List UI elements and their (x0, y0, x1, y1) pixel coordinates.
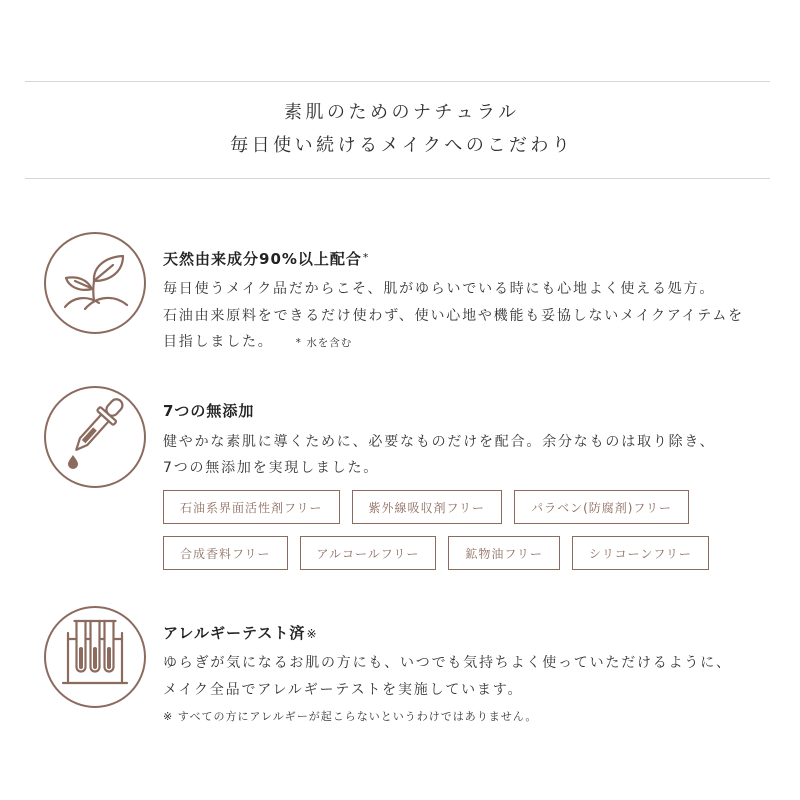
sprout-icon (43, 231, 147, 335)
body-line: メイク全品でアレルギーテストを実施しています。 (163, 681, 524, 698)
header-bottom-rule (25, 178, 770, 179)
page-title-line-2: 毎日使い続けるメイクへのこだわり (230, 135, 574, 156)
test-tubes-shape (63, 621, 127, 683)
footnote-allergy-disclaimer: ※ すべての方にアレルギーが起こらないというわけではありません。 (163, 710, 538, 723)
body-line: 毎日使うメイク品だからこそ、肌がゆらいでいる時にも心地よく使える処方。 (163, 281, 716, 297)
section-body (163, 276, 783, 357)
page-title-line-1: 素肌のためのナチュラル (284, 102, 520, 123)
tag-mineral-oil-free: 鉱物油フリー (448, 536, 560, 570)
tag-fragrance-free: 合成香料フリー (163, 536, 288, 570)
body-line-text: 目指しました。 (163, 334, 274, 350)
section-body (163, 650, 783, 703)
section-allergy-tested (163, 622, 783, 727)
section-body (163, 429, 783, 481)
body-line: 石油由来原料をできるだけ使わず、使い心地や機能も妥協しないメイクアイテムを (163, 307, 744, 324)
section-heading-text: アレルギーテスト済 (163, 624, 306, 642)
header-top-rule (25, 81, 770, 82)
tag-alcohol-free: アルコールフリー (300, 536, 437, 570)
tag-row (163, 490, 783, 524)
section-heading (163, 247, 783, 270)
section-heading (163, 400, 783, 422)
tag-petroleum-surfactant-free: 石油系界面活性剤フリー (163, 490, 340, 524)
section-heading (163, 622, 783, 645)
footnote-water: * 水を含む (295, 337, 353, 349)
tag-uv-absorber-free: 紫外線吸収剤フリー (352, 490, 503, 524)
tag-paraben-free: パラベン(防腐剤)フリー (514, 490, 689, 524)
section-natural-icon-badge (43, 231, 147, 335)
section-heading-text: 7つの無添加 (163, 402, 255, 420)
dropper-icon (43, 385, 147, 489)
page-title (0, 96, 800, 162)
section-allergy-icon-badge (43, 605, 147, 709)
body-line (163, 329, 783, 357)
section-additive-free-icon-badge (43, 385, 147, 489)
section-heading-mark: ※ (306, 627, 318, 641)
tag-silicone-free: シリコーンフリー (572, 536, 709, 570)
section-heading-mark: * (362, 251, 370, 264)
additive-free-tags (163, 490, 783, 570)
section-additive-free (163, 400, 783, 570)
tag-row (163, 536, 783, 570)
icon-circle (45, 233, 145, 333)
test-tubes-icon (43, 605, 147, 709)
section-heading-text: 天然由来成分90%以上配合 (163, 250, 362, 268)
drop-icon (68, 455, 78, 469)
dropper-shape (68, 393, 129, 469)
sprout-shape (65, 256, 127, 309)
section-natural (163, 247, 783, 357)
body-line: ゆらぎが気になるお肌の方にも、いつでも気持ちよく使っていただけるように、 (163, 655, 732, 671)
body-line: 7つの無添加を実現しました。 (163, 460, 380, 476)
body-line: 健やかな素肌に導くために、必要なものだけを配合。余分なものは取り除き、 (163, 434, 716, 450)
